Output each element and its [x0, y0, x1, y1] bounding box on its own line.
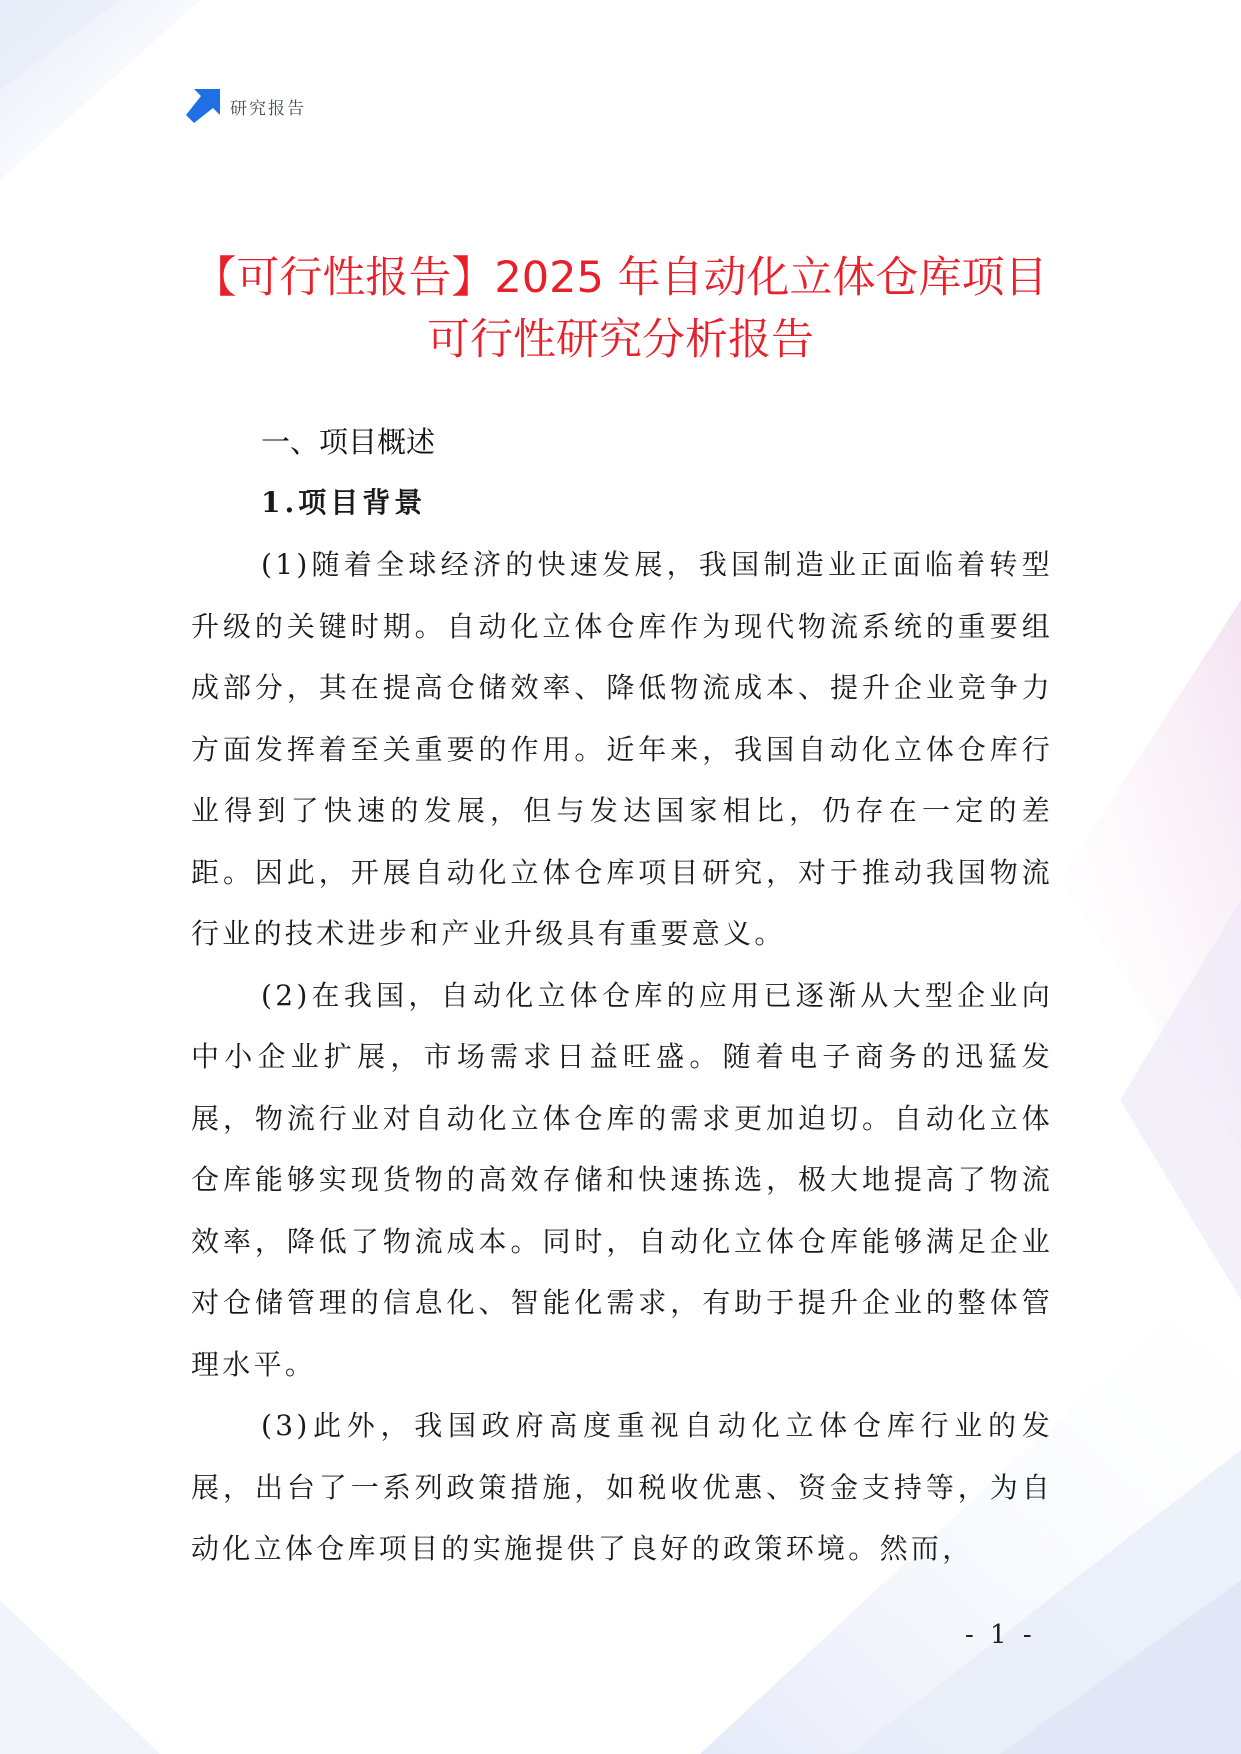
page-number: - 1 -	[965, 1620, 1036, 1650]
paragraph-2: (2)在我国，自动化立体仓库的应用已逐渐从大型企业向中小企业扩展，市场需求日益旺盛。随着电子商务的迅猛发展，物流行业对自动化立体仓库的需求更加迫切。自动化立体仓库能够实现货物的高效存储和快速拣选，极大地提高了物流效率，降低了物流成本。同时，自动化立体仓库能够满足企业对仓储管理的信息化、智能化需求，有助于提升企业的整体管理水平。	[191, 978, 1053, 1381]
paragraph-3: (3)此外，我国政府高度重视自动化立体仓库行业的发展，出台了一系列政策措施，如税收优惠、资金支持等，为自动化立体仓库项目的实施提供了良好的政策环境。然而，	[191, 1409, 1053, 1565]
header-label: 研究报告	[230, 98, 306, 119]
arrow-up-right-icon	[186, 89, 220, 123]
title-line-1: 【可行性报告】2025 年自动化立体仓库项目	[193, 252, 1048, 303]
sub-heading: 1.项目背景	[261, 486, 427, 519]
document-body	[191, 412, 1053, 1580]
document-title	[150, 247, 1091, 371]
title-line-2: 可行性研究分析报告	[427, 314, 814, 365]
report-header	[186, 88, 306, 124]
paragraph-1: (1)随着全球经济的快速发展，我国制造业正面临着转型升级的关键时期。自动化立体仓库作为现代物流系统的重要组成部分，其在提高仓储效率、降低物流成本、提升企业竞争力方面发挥着至关重要的作用。近年来，我国自动化立体仓库行业得到了快速的发展，但与发达国家相比，仍存在一定的差距。因此，开展自动化立体仓库项目研究，对于推动我国物流行业的技术进步和产业升级具有重要意义。	[191, 548, 1053, 950]
section-heading: 一、项目概述	[261, 425, 436, 459]
